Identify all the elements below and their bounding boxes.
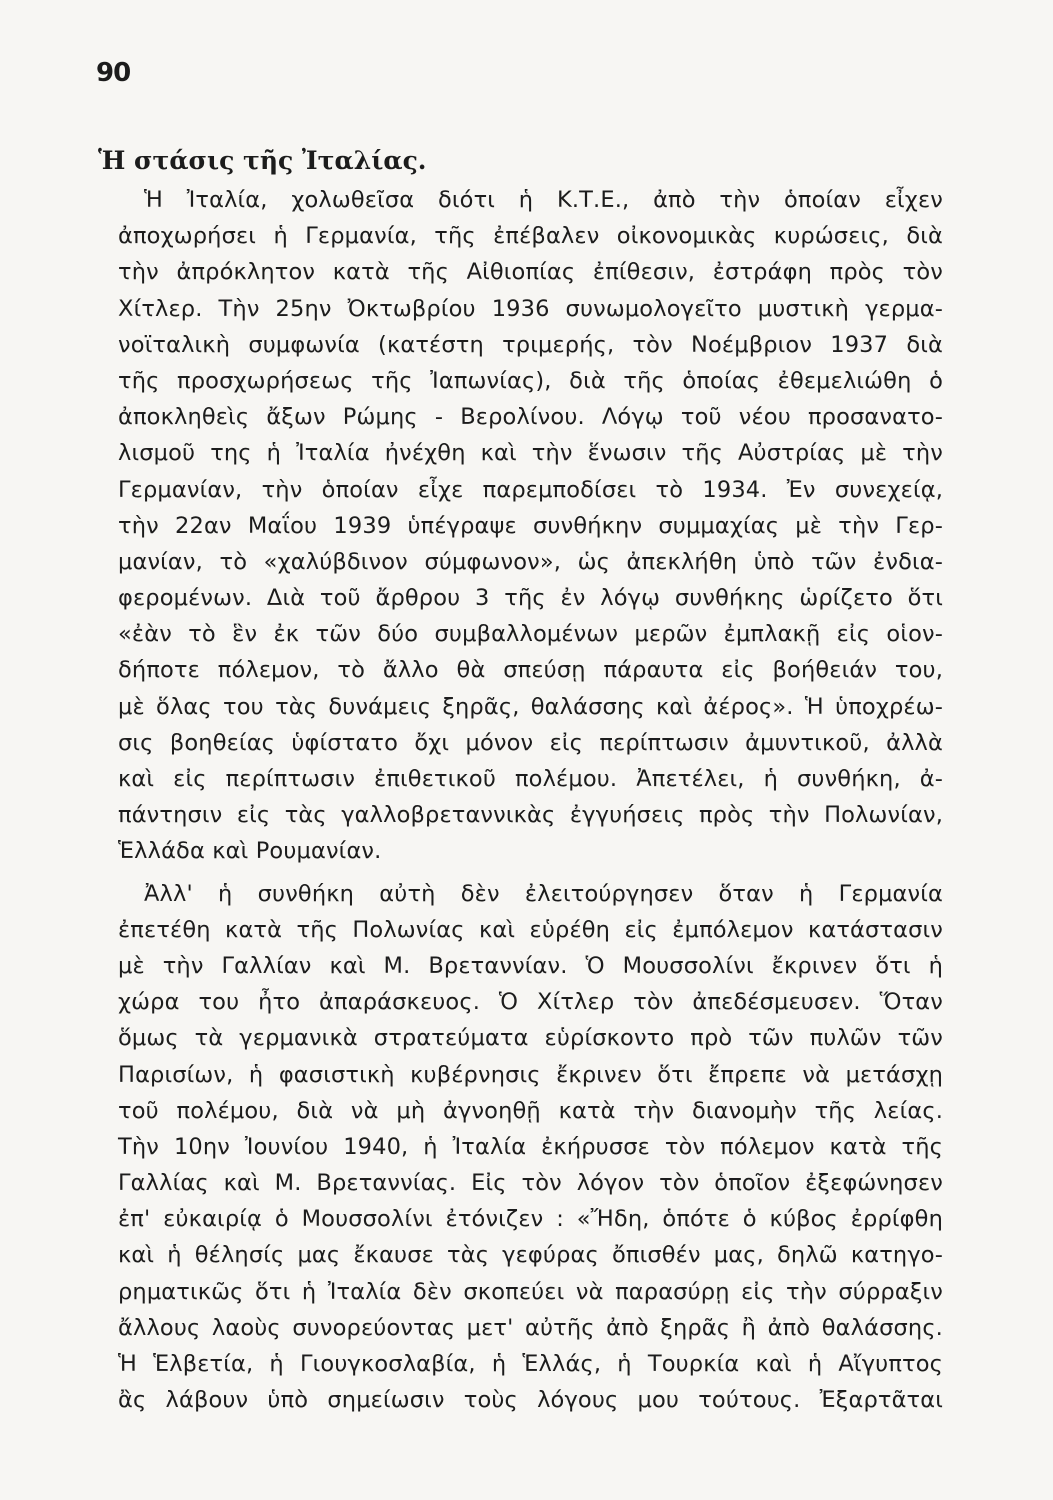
text-line: δήποτε πόλεμον, τὸ ἄλλο θὰ σπεύσῃ πάραυτα εἰς βοήθειάν του, xyxy=(118,657,943,684)
text-line: Χίτλερ. Τὴν 25ην Ὀκτωβρίου 1936 συνωμολογεῖτο μυστικὴ γερμα- xyxy=(118,295,943,322)
text-line: Γαλλίας καὶ Μ. Βρεταννίας. Εἰς τὸν λόγον τὸν ὁποῖον ἐξεφώνησεν xyxy=(118,1170,943,1197)
text-line: Παρισίων, ἡ φασιστικὴ κυβέρνησις ἔκρινεν ὅτι ἔπρεπε νὰ μετάσχῃ xyxy=(118,1061,943,1088)
text-line: ἄλλους λαοὺς συνορεύοντας μετ' αὐτῆς ἀπὸ ξηρᾶς ἢ ἀπὸ θαλάσσης. xyxy=(118,1314,943,1341)
text-line: σις βοηθείας ὑφίστατο ὄχι μόνον εἰς περίπτωσιν ἀμυντικοῦ, ἀλλὰ xyxy=(118,729,943,756)
text-line: καὶ εἰς περίπτωσιν ἐπιθετικοῦ πολέμου. Ἀπετέλει, ἡ συνθήκη, ἀ- xyxy=(118,766,943,792)
text-line: φερομένων. Διὰ τοῦ ἄρθρου 3 τῆς ἐν λόγῳ συνθήκης ὡρίζετο ὅτι xyxy=(118,585,943,612)
text-line: Ἡ Ἰταλία, χολωθεῖσα διότι ἡ Κ.Τ.Ε., ἀπὸ τὴν ὁποίαν εἶχεν xyxy=(144,187,943,213)
text-line: Ἀλλ' ἡ συνθήκη αὐτὴ δὲν ἐλειτούργησεν ὅταν ἡ Γερμανία xyxy=(144,880,943,907)
text-line: ὅμως τὰ γερμανικὰ στρατεύματα εὑρίσκοντο πρὸ τῶν πυλῶν τῶν xyxy=(118,1025,943,1052)
text-line: καὶ ἡ θέλησίς μας ἔκαυσε τὰς γεφύρας ὄπισθέν μας, δηλῶ κατηγο- xyxy=(118,1242,943,1269)
text-line: τὴν ἀπρόκλητον κατὰ τῆς Αἰθιοπίας ἐπίθεσιν, ἐστράφη πρὸς τὸν xyxy=(118,259,943,286)
text-line: μὲ ὅλας του τὰς δυνάμεις ξηρᾶς, θαλάσσης καὶ ἀέρος». Ἡ ὑποχρέω- xyxy=(118,693,943,720)
text-line: μὲ τὴν Γαλλίαν καὶ Μ. Βρεταννίαν. Ὁ Μουσσολίνι ἔκρινεν ὅτι ἡ xyxy=(118,952,943,979)
text-line: ἀποχωρήσει ἡ Γερμανία, τῆς ἐπέβαλεν οἰκονομικὰς κυρώσεις, διὰ xyxy=(118,223,943,250)
text-line: Ἑλλάδα καὶ Ρουμανίαν. xyxy=(118,838,382,865)
body-text xyxy=(118,182,943,1418)
text-line: Τὴν 10ην Ἰουνίου 1940, ἡ Ἰταλία ἐκήρυσσε τὸν πόλεμον κατὰ τῆς xyxy=(118,1133,943,1160)
text-line: Γερμανίαν, τὴν ὁποίαν εἶχε παρεμποδίσει τὸ 1934. Ἐν συνεχείᾳ, xyxy=(118,476,943,503)
text-line: νοϊταλικὴ συμφωνία (κατέστη τριμερής, τὸν Νοέμβριον 1937 διὰ xyxy=(118,331,943,358)
text-line: ἂς λάβουν ὑπὸ σημείωσιν τοὺς λόγους μου τούτους. Ἐξαρτᾶται xyxy=(118,1387,943,1414)
section-heading: Ἡ στάσις τῆς Ἰταλίας. xyxy=(98,146,427,175)
text-line: χώρα του ἦτο ἀπαράσκευος. Ὁ Χίτλερ τὸν ἀπεδέσμευσεν. Ὅταν xyxy=(118,989,943,1016)
text-line: λισμοῦ της ἡ Ἰταλία ἠνέχθη καὶ τὴν ἕνωσιν τῆς Αὐστρίας μὲ τὴν xyxy=(118,440,943,467)
text-line: μανίαν, τὸ «χαλύβδινον σύμφωνον», ὡς ἀπεκλήθη ὑπὸ τῶν ἐνδια- xyxy=(118,548,943,575)
text-line: πάντησιν εἰς τὰς γαλλοβρεταννικὰς ἐγγυήσεις πρὸς τὴν Πολωνίαν, xyxy=(118,802,943,829)
text-line: τοῦ πολέμου, διὰ νὰ μὴ ἀγνοηθῇ κατὰ τὴν διανομὴν τῆς λείας. xyxy=(118,1097,943,1124)
text-line: ρηματικῶς ὅτι ἡ Ἰταλία δὲν σκοπεύει νὰ παρασύρῃ εἰς τὴν σύρραξιν xyxy=(118,1278,943,1305)
text-line: ἐπ' εὐκαιρίᾳ ὁ Μουσσολίνι ἐτόνιζεν : «Ἤδη, ὁπότε ὁ κύβος ἐρρίφθη xyxy=(118,1206,943,1233)
page-number: 90 xyxy=(96,58,131,88)
text-line: τῆς προσχωρήσεως τῆς Ἰαπωνίας), διὰ τῆς ὁποίας ἐθεμελιώθη ὁ xyxy=(118,367,943,394)
text-line: Ἡ Ἑλβετία, ἡ Γιουγκοσλαβία, ἡ Ἑλλάς, ἡ Τουρκία καὶ ἡ Αἴγυπτος xyxy=(118,1351,943,1377)
text-line: «ἐὰν τὸ ἓν ἐκ τῶν δύο συμβαλλομένων μερῶν ἐμπλακῇ εἰς οἱον- xyxy=(118,621,943,648)
text-line: τὴν 22αν Μαΐου 1939 ὑπέγραψε συνθήκην συμμαχίας μὲ τὴν Γερ- xyxy=(118,512,943,539)
text-line: ἀποκληθεὶς ἄξων Ρώμης - Βερολίνου. Λόγῳ τοῦ νέου προσανατο- xyxy=(118,404,943,431)
text-line: ἐπετέθη κατὰ τῆς Πολωνίας καὶ εὑρέθη εἰς ἐμπόλεμον κατάστασιν xyxy=(118,916,943,943)
